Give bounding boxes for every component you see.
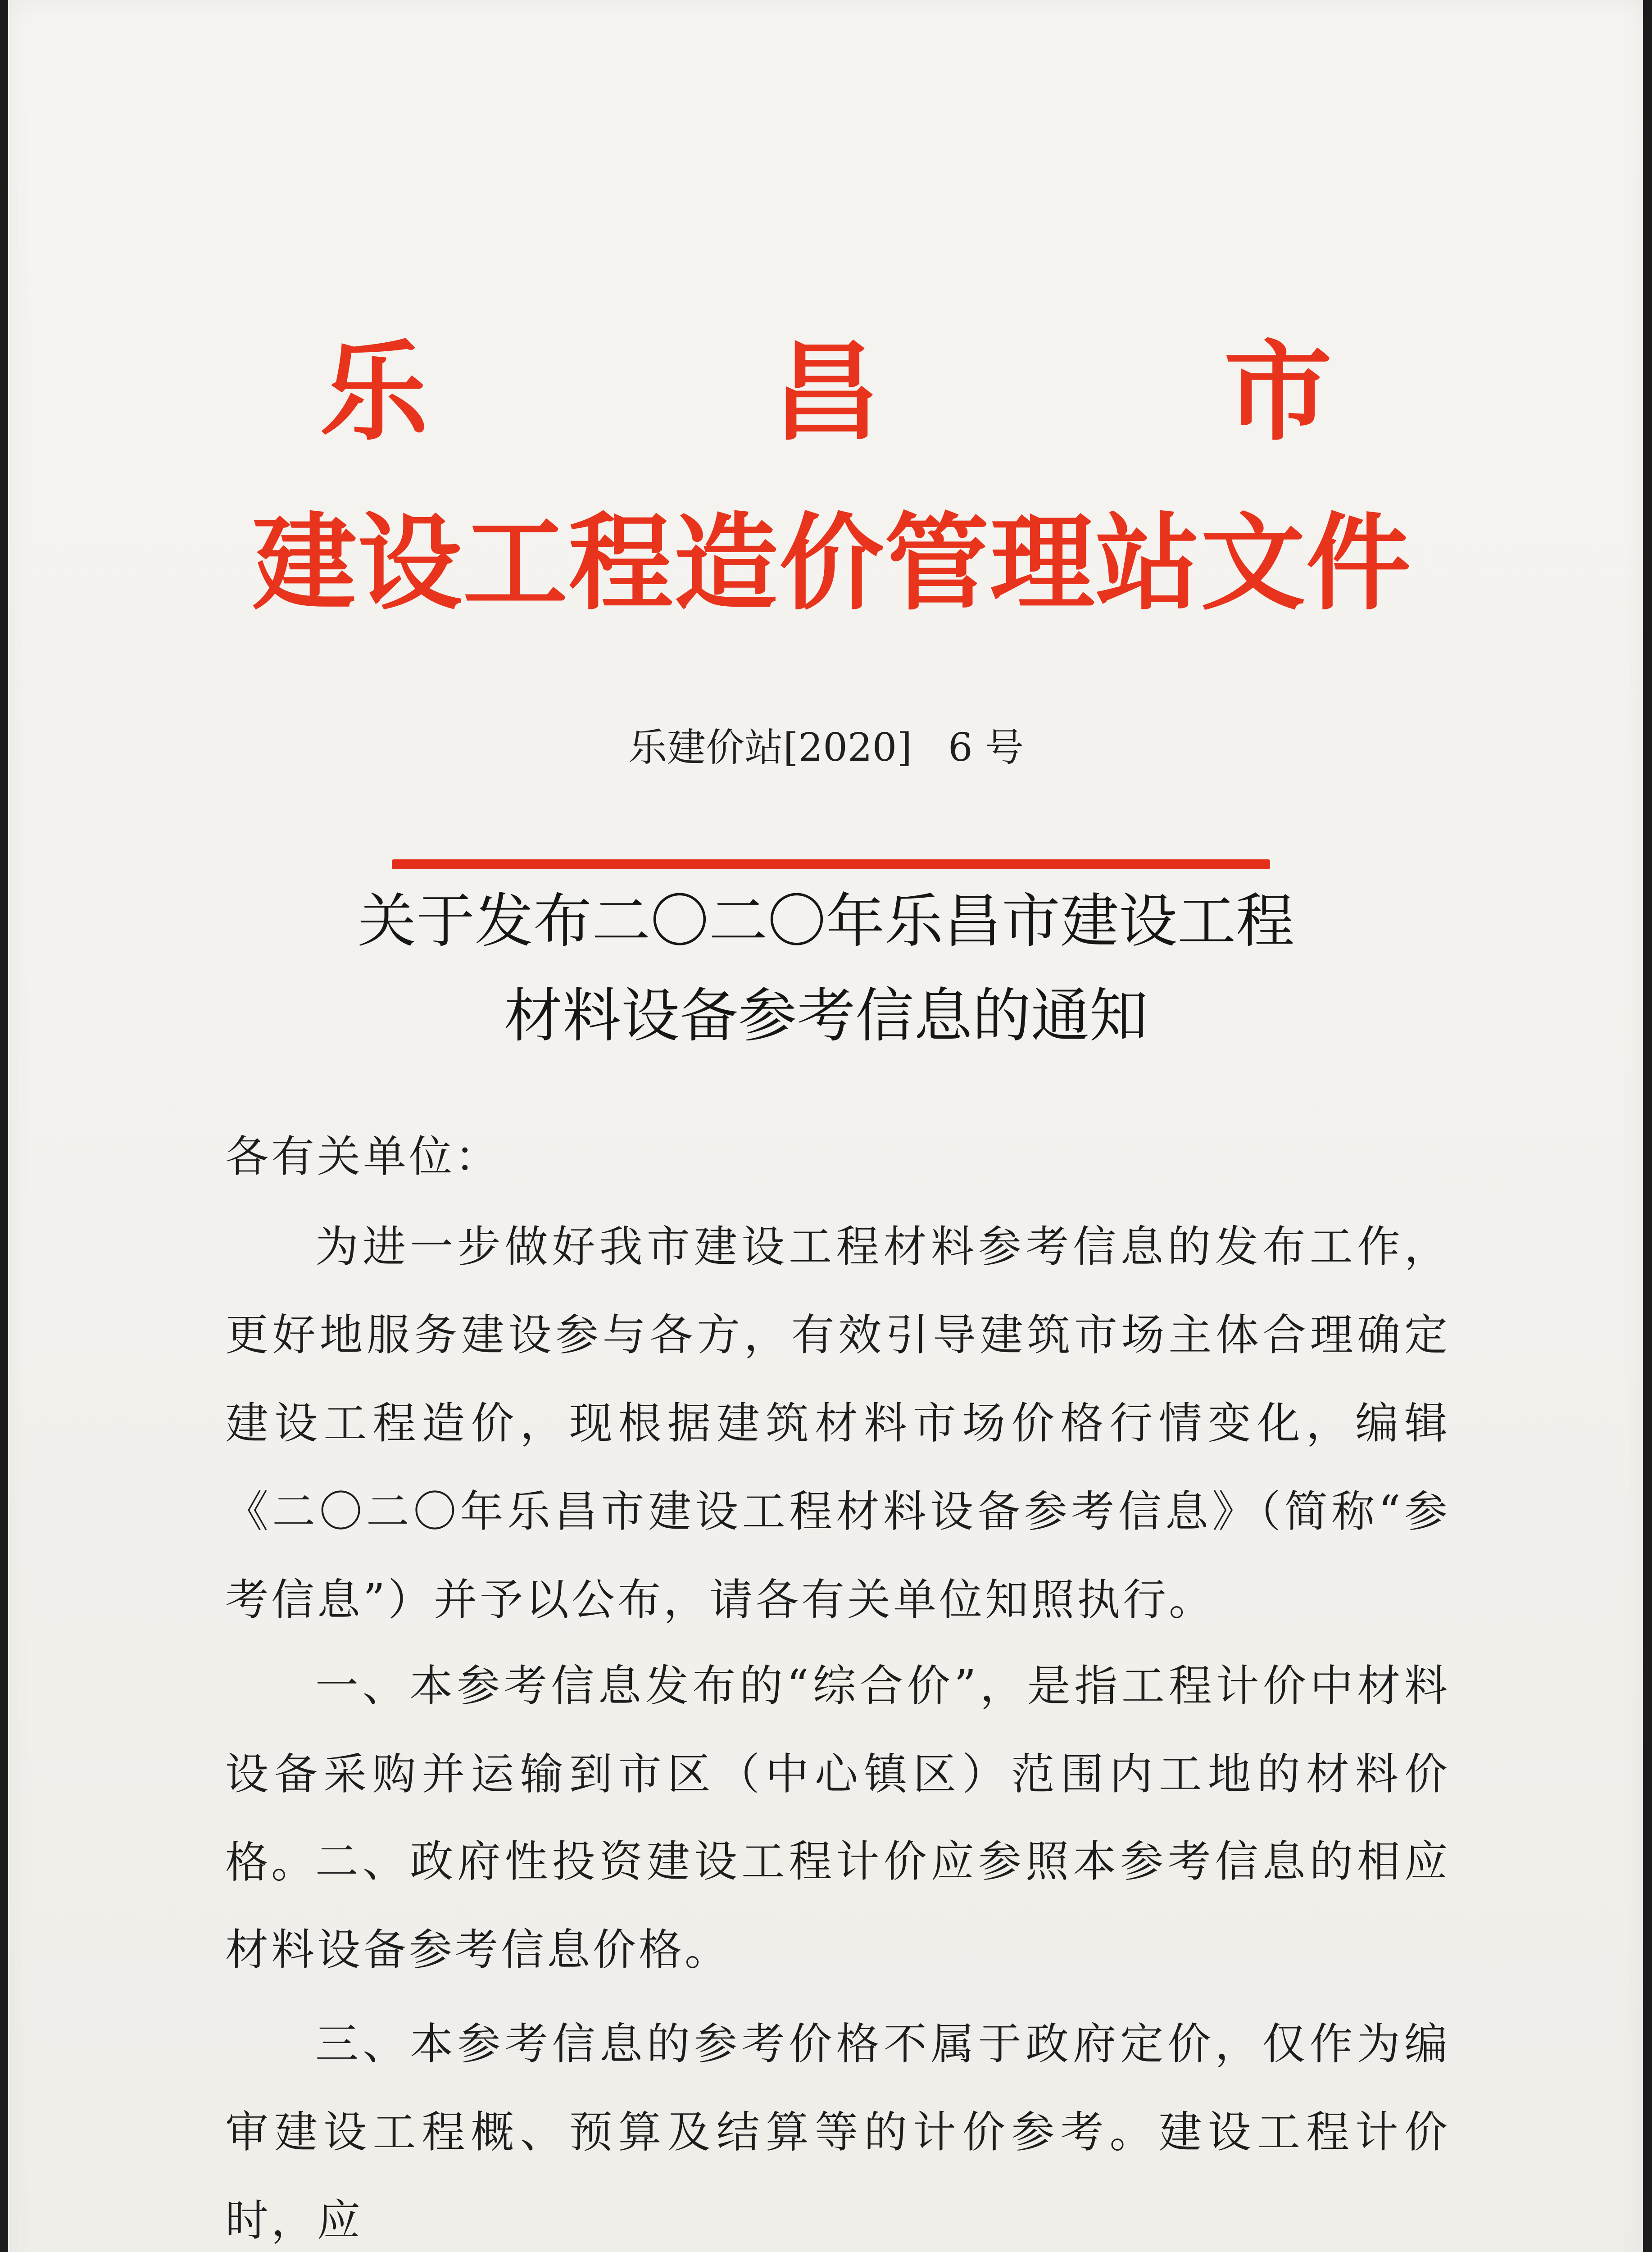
salutation: 各有关单位： [225,1131,501,1182]
paragraph-text: 三、本参考信息的参考价格不属于政府定价，仅作为编审建设工程概、预算及结算等的计价参考。建设工程计价时，应 [225,2019,1450,2246]
document-number [0,721,1652,775]
red-separator-line [392,859,1270,869]
paragraph-text: 二、政府性投资建设工程计价应参照本参考信息的相应材料设备参考信息价格。 [225,1836,1450,1975]
body-paragraph-item-3 [225,2000,1450,2252]
document-number-index: 6 号 [948,725,1024,770]
header-organization-title: 建设工程造价管理站文件 [252,501,1412,624]
header-city-name: 乐 昌 市 [320,328,1485,455]
document-number-code: 乐建价站[2020] [628,725,912,770]
notice-title-line-2: 材料设备参考信息的通知 [504,981,1148,1050]
notice-title-line-1: 关于发布二〇二〇年乐昌市建设工程 [357,887,1294,955]
paragraph-text: 为进一步做好我市建设工程材料参考信息的发布工作，更好地服务建设参与各方，有效引导建筑市场主体合理确定建设工程造价，现根据建筑材料市场价格行情变化，编辑《二〇二〇年乐昌市建设工程材料设备参考信息》（简称“参考信息”）并予以公布，请各有关单位知照执行。 [225,1221,1450,1625]
body-paragraph-intro [225,1203,1450,1644]
paragraph-text: 一、本参考信息发布的“综合价”，是指工程计价中材料设备采购并运输到市区（中心镇区）范围内工地的材料价格。 [225,1661,1450,1888]
body-paragraph-item-2 [225,1817,1450,1994]
